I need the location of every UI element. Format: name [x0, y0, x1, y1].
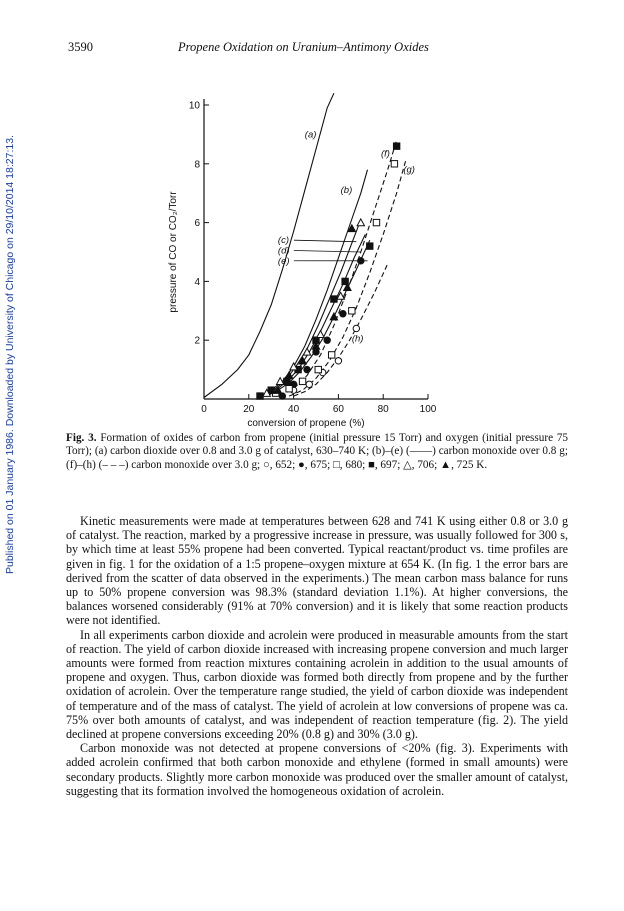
- chart-markers: [257, 143, 400, 399]
- marker-open-circle: [306, 381, 312, 387]
- marker-filled-square: [393, 143, 399, 149]
- x-tick-label: 20: [243, 404, 255, 415]
- figure-chart: [160, 70, 450, 432]
- download-watermark: Published on 01 January 1986. Downloaded by University of Chicago on 29/10/2014 18:27:13.: [4, 135, 16, 575]
- marker-filled-square: [331, 296, 337, 302]
- y-tick-label: 8: [194, 159, 200, 171]
- marker-filled-square: [367, 243, 373, 249]
- marker-filled-square: [257, 393, 263, 399]
- y-tick-label: 6: [194, 218, 200, 230]
- x-tick-label: 100: [419, 404, 437, 415]
- x-tick-label: 40: [288, 404, 300, 415]
- caption-text: Formation of oxides of carbon from propene (initial pressure 15 Torr) and oxygen (initial pressure 75 Torr); (a) carbon dioxide over 0.8 and 3.0 g of catalyst, 630–740 K; (b)–(e) (——) carbon monoxide over 0.8 g; (f)–(h) (– – –) carbon monoxide over 3.0 g; ○, 652; ●, 675; □, 680; ■, 697; △, 706; ▲, 725 K.: [66, 432, 569, 471]
- marker-filled-circle: [304, 366, 310, 372]
- x-tick-label: 0: [201, 404, 207, 415]
- marker-filled-square: [268, 387, 274, 393]
- body-text: [66, 514, 568, 798]
- curve-label: (g): [403, 164, 415, 176]
- marker-open-square: [349, 308, 355, 314]
- marker-open-circle: [353, 325, 359, 331]
- curve-b: [260, 170, 368, 396]
- marker-open-square: [299, 378, 305, 384]
- curve-label: (a): [304, 129, 317, 141]
- x-tick-label: 80: [377, 404, 389, 415]
- y-tick-label: 2: [194, 335, 200, 347]
- marker-open-triangle: [317, 331, 324, 338]
- curve-label: (h): [351, 333, 364, 345]
- curve-label: (d): [277, 245, 290, 257]
- label-leader: [294, 240, 356, 242]
- paragraph: Kinetic measurements were made at temperatures between 628 and 741 K using either 0.8 or 3.0 g of catalyst. The reaction, marked by a progressive increase in pressure, was usually followed for 300 s, by which time at least 55% propene had been converted. Typical reactant/product vs. time profiles are given in fig. 1 for the oxidation of a 1:5 propene–oxygen mixture at 654 K. (In fig. 1 the error bars are derived from the scatter of data observed in the experiments.) The mean carbon mass balance for runs up to 50% propene conversion was 98.3% (standard deviation 1.1%). At higher conversions, the balances worsened considerably (91% at 70% conversion) and it is likely that some reaction products were not identified.: [66, 514, 568, 628]
- curve-label: (c): [277, 235, 289, 247]
- curve-h: [294, 264, 388, 396]
- paragraph: Carbon monoxide was not detected at propene conversions of <20% (fig. 3). Experiments with added acrolein confirmed that both carbon monoxide and ethylene (formed in small amounts) were secondary products. Slightly more carbon monoxide was produced over the smaller amount of catalyst, suggesting that its formation involved the homogeneous oxidation of acrolein.: [66, 741, 568, 798]
- curve-label: (f): [380, 148, 390, 160]
- paragraph: In all experiments carbon dioxide and acrolein were produced in measurable amounts from the start of reaction. The yield of carbon dioxide increased with increasing propene conversion and much larger amounts were formed from reaction mixtures containing acrolein in addition to the usual amounts of propene and oxygen. Thus, carbon dioxide was formed both directly from propene and by the further oxidation of acrolein. Over the temperature range studied, the yield of carbon dioxide was independent of temperature and of the mass of catalyst. The yield of acrolein at low conversions of propene was ca. 75% over both amounts of catalyst, and was independent of reaction temperature (fig. 2). The yield declined at propene conversions exceeding 20% (0.8 g) and 30% (3.0 g).: [66, 627, 568, 742]
- figure-caption: [66, 432, 568, 472]
- marker-open-square: [315, 366, 321, 372]
- x-axis-label: conversion of propene (%): [247, 418, 365, 429]
- marker-open-circle: [335, 358, 341, 364]
- marker-filled-triangle: [330, 313, 337, 320]
- marker-open-square: [391, 161, 397, 167]
- label-leader: [294, 250, 361, 252]
- y-axis-label: pressure of CO or CO₂/Torr: [168, 191, 179, 313]
- x-tick-label: 60: [332, 404, 344, 415]
- figure-label: Fig. 3.: [66, 432, 97, 444]
- marker-open-square: [328, 352, 334, 358]
- page-number: 3590: [68, 40, 93, 54]
- marker-filled-circle: [340, 311, 346, 317]
- y-tick-label: 4: [194, 276, 200, 288]
- curve-label: (e): [277, 255, 290, 267]
- running-title: Propene Oxidation on Uranium–Antimony Oxides: [178, 40, 429, 54]
- curve-label: (b): [340, 185, 353, 197]
- y-tick-label: 10: [188, 100, 200, 112]
- marker-open-square: [373, 219, 379, 225]
- marker-open-triangle: [357, 219, 364, 226]
- marker-open-square: [286, 386, 292, 392]
